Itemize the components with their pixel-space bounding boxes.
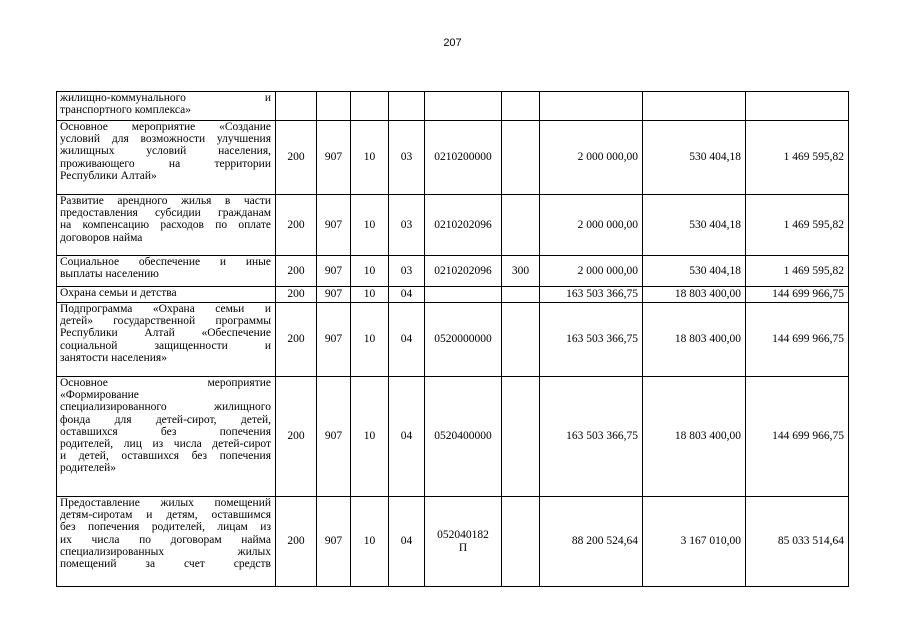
cell-vr — [425, 92, 502, 121]
cell-sum3: 1 469 595,82 — [746, 121, 849, 195]
cell-sum1: 2 000 000,00 — [540, 121, 643, 195]
cell-sum1: 163 503 366,75 — [540, 303, 643, 377]
cell-ved: 200 — [276, 303, 317, 377]
cell-csr: 03 — [389, 256, 425, 287]
cell-pr: 10 — [351, 256, 389, 287]
cell-csr: 04 — [389, 303, 425, 377]
row-description: Социальное обеспечение и иные выплаты населению — [57, 256, 276, 287]
cell-pr: 10 — [351, 377, 389, 497]
cell-sum3: 144 699 966,75 — [746, 287, 849, 303]
cell-pr: 10 — [351, 195, 389, 256]
cell-vr: 052040182 П — [425, 497, 502, 587]
table-row — [57, 195, 849, 256]
cell-sum2: 530 404,18 — [643, 121, 746, 195]
table-row — [57, 377, 849, 497]
cell-pr: 10 — [351, 287, 389, 303]
cell-csr: 03 — [389, 195, 425, 256]
cell-rz: 907 — [317, 121, 351, 195]
row-description: Подпрограмма «Охрана семьи и детей» государственной программы Республики Алтай «Обеспечение социальной защищенности и занятости населения» — [57, 303, 276, 377]
cell-extra — [502, 121, 540, 195]
cell-vr: 0520000000 — [425, 303, 502, 377]
row-description: Охрана семьи и детства — [57, 287, 276, 303]
cell-sum2: 530 404,18 — [643, 256, 746, 287]
cell-rz: 907 — [317, 256, 351, 287]
table-row — [57, 256, 849, 287]
budget-table — [56, 91, 849, 587]
cell-sum3: 144 699 966,75 — [746, 377, 849, 497]
cell-rz: 907 — [317, 195, 351, 256]
cell-ved: 200 — [276, 121, 317, 195]
cell-sum3 — [746, 92, 849, 121]
cell-ved: 200 — [276, 195, 317, 256]
cell-sum3: 144 699 966,75 — [746, 303, 849, 377]
cell-sum1: 163 503 366,75 — [540, 287, 643, 303]
cell-pr — [351, 92, 389, 121]
cell-vr: 0210200000 — [425, 121, 502, 195]
cell-ved: 200 — [276, 287, 317, 303]
cell-rz: 907 — [317, 377, 351, 497]
cell-sum2: 18 803 400,00 — [643, 377, 746, 497]
row-description: Предоставление жилых помещений детям-сиротам и детям, оставшимся без попечения родителей, лицам из их числа по договорам найма специализированных жилых помещений за счет средств — [57, 497, 276, 587]
table-row — [57, 121, 849, 195]
cell-csr: 03 — [389, 121, 425, 195]
cell-vr: 0210202096 — [425, 195, 502, 256]
cell-sum1: 88 200 524,64 — [540, 497, 643, 587]
row-description: Основное мероприятие «Создание условий для возможности улучшения жилищных условий населения, проживающего на территории Республики Алтай» — [57, 121, 276, 195]
table-row — [57, 92, 849, 121]
cell-pr: 10 — [351, 497, 389, 587]
cell-extra — [502, 497, 540, 587]
cell-sum1: 163 503 366,75 — [540, 377, 643, 497]
cell-rz: 907 — [317, 287, 351, 303]
cell-extra: 300 — [502, 256, 540, 287]
cell-vr: 0210202096 — [425, 256, 502, 287]
cell-rz: 907 — [317, 497, 351, 587]
cell-extra — [502, 303, 540, 377]
cell-vr — [425, 287, 502, 303]
cell-rz — [317, 92, 351, 121]
cell-sum3: 1 469 595,82 — [746, 195, 849, 256]
cell-sum1: 2 000 000,00 — [540, 195, 643, 256]
cell-sum3: 1 469 595,82 — [746, 256, 849, 287]
cell-sum3: 85 033 514,64 — [746, 497, 849, 587]
cell-pr: 10 — [351, 303, 389, 377]
cell-ved — [276, 92, 317, 121]
cell-csr: 04 — [389, 377, 425, 497]
cell-extra — [502, 195, 540, 256]
cell-sum2: 18 803 400,00 — [643, 287, 746, 303]
page-number: 207 — [443, 37, 462, 49]
cell-rz: 907 — [317, 303, 351, 377]
cell-sum2 — [643, 92, 746, 121]
cell-csr: 04 — [389, 497, 425, 587]
cell-extra — [502, 287, 540, 303]
cell-csr: 04 — [389, 287, 425, 303]
cell-extra — [502, 92, 540, 121]
cell-csr — [389, 92, 425, 121]
table-row — [57, 497, 849, 587]
row-description: жилищно-коммунального и транспортного комплекса» — [57, 92, 276, 121]
table-row — [57, 303, 849, 377]
cell-ved: 200 — [276, 256, 317, 287]
table-row — [57, 287, 849, 303]
cell-sum1: 2 000 000,00 — [540, 256, 643, 287]
cell-pr: 10 — [351, 121, 389, 195]
cell-sum1 — [540, 92, 643, 121]
cell-sum2: 18 803 400,00 — [643, 303, 746, 377]
cell-ved: 200 — [276, 377, 317, 497]
cell-sum2: 3 167 010,00 — [643, 497, 746, 587]
cell-extra — [502, 377, 540, 497]
cell-ved: 200 — [276, 497, 317, 587]
cell-sum2: 530 404,18 — [643, 195, 746, 256]
row-description: Основное мероприятие «Формирование специализированного жилищного фонда для детей-сирот, детей, оставшихся без попечения родителей, лиц из числа детей-сирот и детей, оставшихся без попечения родителей» — [57, 377, 276, 497]
cell-vr: 0520400000 — [425, 377, 502, 497]
row-description: Развитие арендного жилья в части предоставления субсидии гражданам на компенсацию расходов по оплате договоров найма — [57, 195, 276, 256]
